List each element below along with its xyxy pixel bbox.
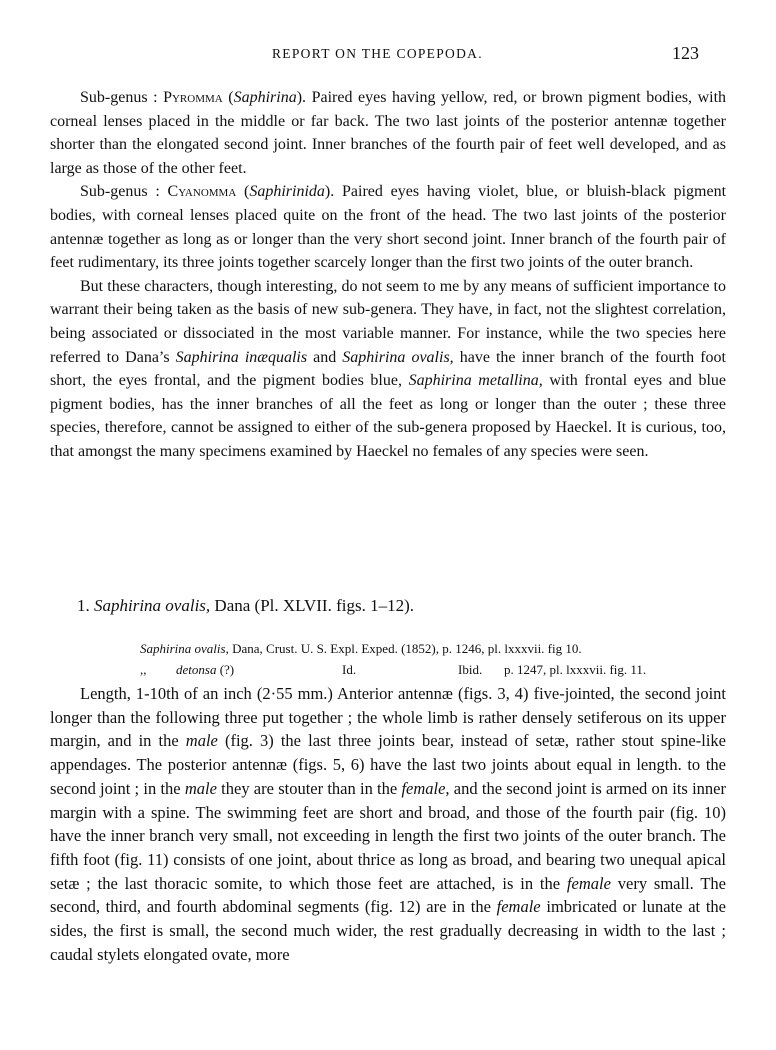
- species-name: Saphirina ovalis,: [342, 348, 454, 366]
- synonym-name: detonsa: [176, 662, 217, 677]
- cyanomma-type-genus: Saphirinida: [249, 183, 325, 201]
- synonym-query: (?): [216, 662, 235, 677]
- paragraph-critique: But these characters, though interesting, do not seem to me by any means of sufficient importance to warrant their being taken as the basis of new sub-genera. They have, in fact, not the slightest correlation, being associated or dissociated in the most variable manner. For instance, while the two species here referred to Dana’s Saphirina inæqualis and Saphirina ovalis, have the inner branch of the fourth foot short, the eyes frontal, and the pigment bodies blue, Saphirina metallina, with frontal eyes and blue pigment bodies, has the inner branches of all the feet as long or longer than the outer ; these three species, therefore, cannot be assigned to either of the sub-genera proposed by Haeckel. It is curious, too, that amongst the many specimens examined by Haeckel no females of any species were seen.: [50, 277, 727, 460]
- sex-term: male: [185, 731, 218, 751]
- sex-term: female,: [401, 778, 450, 798]
- species-heading-name: Saphirina ovalis,: [94, 596, 211, 615]
- cyanomma-name: Cyanomma: [167, 183, 237, 201]
- species-authority: Dana (Pl. XLVII. figs. 1–12).: [210, 596, 414, 615]
- species-description-section: [50, 682, 726, 966]
- synonymy-row: [140, 659, 680, 680]
- synonym-author: Id.: [342, 662, 357, 677]
- synonym-pages: p. 1247, pl. lxxxvii. fig. 11.: [504, 662, 647, 677]
- species-number: 1.: [77, 596, 94, 615]
- sex-term: male: [184, 778, 217, 798]
- running-head: REPORT ON THE COPEPODA.: [272, 46, 483, 61]
- paragraph-description: Length, 1-10th of an inch (2·55 mm.) Anterior antennæ (figs. 3, 4) five-jointed, the second joint longer than the following three put together ; the whole limb is rather densely setiferous on its upper margin, and in the male (fig. 3) the last three joints bear, instead of setæ, rather stout spine-like appendages. The posterior antennæ (figs. 5, 6) have the last two joints about equal in length. to the second joint ; in the male they are stouter than in the female, and the second joint is armed on its inner margin with a spine. The swimming feet are short and broad, and those of the fourth pair (fig. 10) have the inner branch very small, not exceeding in length the first two joints of the outer branch. The fifth foot (fig. 11) consists of one joint, about thrice as long as broad, and bearing two unequal apical setæ ; the last thoracic somite, to which those feet are attached, is in the female very small. The second, third, and fourth abdominal segments (fig. 12) are in the female imbricated or lunate at the sides, the first is small, the second much wider, the rest gradually decreasing in width to the last ; caudal stylets elongated ovate, more: [50, 684, 726, 964]
- cyanomma-prefix: Sub-genus :: [80, 183, 168, 201]
- sex-term: female: [566, 873, 611, 893]
- synonymy-row: [140, 638, 680, 659]
- species-name: Saphirina inæqualis: [175, 348, 308, 366]
- paragraph-pyromma: Sub-genus : Pyromma (Saphirina). Paired eyes having yellow, red, or brown pigment bodies, with corneal lenses placed in the middle or far back. The two last joints of the posterior antennæ together shorter than the elongated second joint. Inner branches of the fourth pair of feet well developed, and as large as those of the other feet.: [50, 89, 727, 177]
- pyromma-type-genus: Saphirina: [233, 89, 297, 106]
- species-name: Saphirina metallina,: [408, 372, 543, 390]
- sex-term: female: [496, 897, 541, 917]
- pyromma-description: ). Paired eyes having yellow, red, or brown pigment bodies, with corneal lenses placed in the middle or far back. The two last joints of the posterior antennæ together shorter than the elongated second joint. Inner branches of the fourth pair of feet well developed, and as large as those of the other feet.: [50, 89, 727, 177]
- page-number: 123: [672, 43, 699, 63]
- page-header: [0, 43, 776, 68]
- synonym-name: Saphirina ovalis,: [140, 641, 229, 656]
- species-heading: [77, 596, 414, 616]
- synonym-source: Ibid.: [458, 662, 483, 677]
- paragraph-cyanomma: Sub-genus : Cyanomma (Saphirinida). Paired eyes having violet, blue, or bluish-black pigment bodies, with corneal lenses placed quite on the front of the head. The two last joints of the posterior antennæ together as long as or longer than the very short second joint. Inner branch of the fourth pair of feet rudimentary, its three joints together scarcely longer than the first two joints of the outer branch.: [50, 183, 727, 272]
- ditto-mark: ,,: [140, 662, 147, 677]
- synonym-citation: Dana, Crust. U. S. Expl. Exped. (1852), p. 1246, pl. lxxxvii. fig 10.: [232, 641, 582, 656]
- subgenera-section: [50, 86, 726, 464]
- pyromma-name: Pyromma: [163, 89, 223, 106]
- pyromma-prefix: Sub-genus :: [80, 89, 164, 106]
- cyanomma-description: ). Paired eyes having violet, blue, or bluish-black pigment bodies, with corneal lenses placed quite on the front of the head. The two last joints of the posterior antennæ together as long as or longer than the very short second joint. Inner branch of the fourth pair of feet rudimentary, its three joints together scarcely longer than the first two joints of the outer branch.: [50, 183, 727, 272]
- synonymy-block: [140, 638, 680, 680]
